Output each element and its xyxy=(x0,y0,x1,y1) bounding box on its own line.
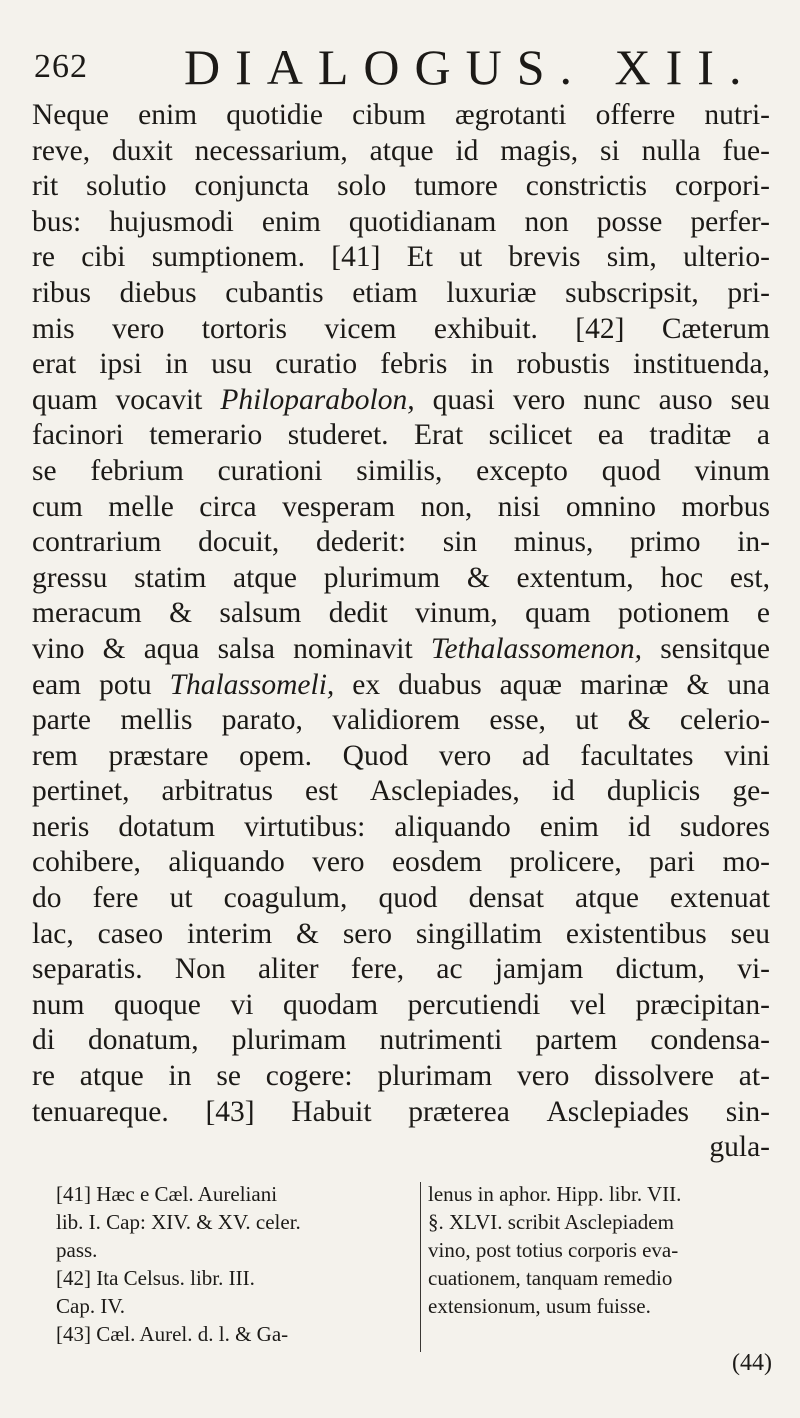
footnote-line: [41] Hæc e Cæl. Aureliani xyxy=(56,1182,278,1206)
word: vicem xyxy=(324,312,397,345)
word: vel xyxy=(569,988,607,1021)
catchword: gula- xyxy=(709,1131,770,1164)
word: Et xyxy=(406,241,433,274)
word: in- xyxy=(737,526,770,559)
word: in xyxy=(165,348,189,381)
word: ut xyxy=(169,882,193,915)
word: cubantis xyxy=(225,276,324,309)
word: quasi xyxy=(432,383,495,416)
text-line xyxy=(32,774,770,810)
word: non, xyxy=(420,490,473,523)
word: tenuareque. xyxy=(32,1095,169,1128)
word: nominavit xyxy=(293,632,413,665)
word: [43] xyxy=(205,1095,255,1128)
word: potionem xyxy=(618,597,730,630)
word: Neque xyxy=(32,99,109,131)
word: pari xyxy=(649,846,696,879)
word: jamjam xyxy=(494,953,584,986)
word: nutrimenti xyxy=(379,1024,503,1057)
word: condensa- xyxy=(650,1024,770,1057)
word: conjuncta xyxy=(194,170,310,203)
word: curationi xyxy=(217,454,323,487)
word: facultates xyxy=(580,739,694,772)
word: docuit, xyxy=(198,526,280,559)
word: vero xyxy=(312,846,365,879)
footnote-line: lib. I. Cap: XIV. & XV. celer. xyxy=(56,1210,301,1234)
word: circa xyxy=(199,490,257,523)
word: minus, xyxy=(513,526,594,559)
word: eosdem xyxy=(391,846,483,879)
word: fere, xyxy=(350,953,405,986)
word: caseo xyxy=(97,917,164,950)
word: sim, xyxy=(606,241,657,274)
word: aquæ xyxy=(499,668,562,701)
word: e xyxy=(756,597,770,630)
word: corpori- xyxy=(674,170,770,203)
word: vero xyxy=(112,312,165,345)
word: Habuit xyxy=(291,1095,372,1128)
word: tortoris xyxy=(201,312,288,345)
word: duplicis xyxy=(606,775,701,808)
word: curatio xyxy=(275,348,358,381)
word: prolicere, xyxy=(509,846,622,879)
word: salsum xyxy=(219,597,302,630)
text-line xyxy=(32,383,770,419)
word: id xyxy=(455,134,479,167)
word: potu xyxy=(99,668,152,701)
text-line xyxy=(32,810,770,846)
word: quod xyxy=(378,882,438,915)
word: primo xyxy=(630,526,701,559)
word: constrictis xyxy=(525,170,648,203)
word: fere xyxy=(92,882,139,915)
word: ut xyxy=(575,704,599,737)
word: pri- xyxy=(727,276,770,309)
word: num xyxy=(32,988,85,1021)
word: nunc xyxy=(583,383,641,416)
word: parato, xyxy=(221,704,303,737)
text-line xyxy=(32,1023,770,1059)
word: quotidie xyxy=(226,99,323,131)
word: omnino xyxy=(565,490,656,523)
word: densat xyxy=(468,882,544,915)
text-line xyxy=(32,952,770,988)
footnote-line: cuationem, tanquam remedio xyxy=(428,1266,673,1290)
word: Thalassomeli, xyxy=(169,668,335,701)
word: rit xyxy=(32,170,59,203)
word: percutiendi xyxy=(407,988,541,1021)
word: nisi xyxy=(497,490,541,523)
text-line xyxy=(32,490,770,526)
word: existentibus xyxy=(565,917,707,950)
word: instituenda, xyxy=(633,348,770,381)
word: id xyxy=(551,775,575,808)
word: auso xyxy=(658,383,713,416)
text-line xyxy=(32,917,770,953)
word: validiorem xyxy=(332,704,461,737)
text-line xyxy=(32,134,770,170)
word: quotidianam xyxy=(348,205,497,238)
word: seu xyxy=(730,917,770,950)
word: a xyxy=(756,419,770,452)
word: sin- xyxy=(725,1095,770,1128)
word: enim xyxy=(539,810,599,843)
word: una xyxy=(727,668,770,701)
signature-mark: (44) xyxy=(732,1350,772,1376)
body-text xyxy=(32,98,770,1166)
word: fue- xyxy=(722,134,770,167)
footnotes xyxy=(56,1180,768,1360)
word: si xyxy=(600,134,620,167)
text-line xyxy=(32,347,770,383)
word: aliquando xyxy=(168,846,285,879)
word: Tethalassomenon, xyxy=(430,632,643,665)
word: dotatum xyxy=(118,810,216,843)
word: similis, xyxy=(356,454,443,487)
word: & xyxy=(627,704,651,737)
word: scilicet xyxy=(488,419,573,452)
word: ulterio- xyxy=(683,241,770,274)
word: donatum, xyxy=(88,1024,199,1057)
word: vi xyxy=(230,988,254,1021)
word: ac xyxy=(436,953,463,986)
word: [42] xyxy=(575,312,625,345)
word: enim xyxy=(261,205,321,238)
word: ægrotanti xyxy=(455,99,567,131)
text-line xyxy=(32,169,770,205)
word: vini xyxy=(724,739,770,772)
word: partem xyxy=(535,1024,618,1057)
word: plurimam xyxy=(377,1060,493,1093)
word: robustis xyxy=(516,348,611,381)
footnote-line: lenus in aphor. Hipp. libr. VII. xyxy=(428,1182,682,1206)
footnote-line: §. XLVI. scribit Asclepiadem xyxy=(428,1210,674,1234)
word: celerio- xyxy=(679,704,770,737)
word: pertinet, xyxy=(32,775,130,808)
word: vero xyxy=(512,383,566,416)
word: nulla xyxy=(641,134,701,167)
footnote-line: pass. xyxy=(56,1238,98,1262)
word: & xyxy=(169,597,193,630)
word: luxuriæ xyxy=(446,276,537,309)
word: diebus xyxy=(119,276,197,309)
word: mo- xyxy=(722,846,770,879)
word: plurimum xyxy=(323,561,441,594)
word: Philoparabolon, xyxy=(220,383,415,416)
word: extentum, xyxy=(516,561,634,594)
word: melle xyxy=(108,490,174,523)
word: quam xyxy=(525,597,591,630)
word: & xyxy=(102,632,126,665)
word: Erat xyxy=(414,419,464,452)
word: do xyxy=(32,882,62,915)
word: traditæ xyxy=(649,419,732,452)
word: dictum, xyxy=(615,953,705,986)
word: præstare xyxy=(108,739,209,772)
word: atque xyxy=(575,882,639,915)
word: febrium xyxy=(90,454,184,487)
word: vero xyxy=(438,739,492,772)
word: dedit xyxy=(328,597,388,630)
word: contrarium xyxy=(32,526,162,559)
word: est xyxy=(305,775,338,808)
word: virtutibus: xyxy=(244,810,366,843)
word: posse xyxy=(596,205,663,238)
word: necessarium, xyxy=(194,134,348,167)
word: dissolvere xyxy=(594,1060,714,1093)
word: reve, xyxy=(32,134,91,167)
word: lac, xyxy=(32,917,74,950)
word: quam xyxy=(32,383,98,416)
word: cibum xyxy=(352,99,426,131)
word: gressu xyxy=(32,561,108,594)
word: salsa xyxy=(217,632,275,665)
word: etiam xyxy=(352,276,418,309)
word: & xyxy=(466,561,490,594)
footnote-line: [42] Ita Celsus. libr. III. xyxy=(56,1266,255,1290)
word: mis xyxy=(32,312,75,345)
word: ut xyxy=(459,241,483,274)
word: cohibere, xyxy=(32,846,141,879)
word: parte xyxy=(32,704,91,737)
text-line xyxy=(32,418,770,454)
text-line xyxy=(32,525,770,561)
word: sudores xyxy=(679,810,770,843)
word: marinæ xyxy=(579,668,669,701)
text-line xyxy=(32,881,770,917)
word: atque xyxy=(369,134,434,167)
word: interim xyxy=(186,917,273,950)
word: Quod xyxy=(342,739,409,772)
word: sin xyxy=(442,526,478,559)
word: atque xyxy=(233,561,297,594)
word: separatis. xyxy=(32,953,143,986)
word: coagulum, xyxy=(223,882,348,915)
word: vino xyxy=(32,632,85,665)
text-line xyxy=(32,98,770,134)
word: Asclepiades, xyxy=(369,775,520,808)
word: re xyxy=(32,1060,55,1093)
word: præterea xyxy=(408,1095,510,1128)
word: morbus xyxy=(681,490,770,523)
word: sero xyxy=(342,917,392,950)
word: & xyxy=(686,668,710,701)
word: Cæterum xyxy=(661,312,770,345)
word: usu xyxy=(211,348,253,381)
word: vi- xyxy=(737,953,770,986)
word: ea xyxy=(597,419,624,452)
word: Non xyxy=(174,953,226,986)
word: id xyxy=(627,810,651,843)
word: studeret. xyxy=(287,419,389,452)
page-title: DIALOGUS. XII. xyxy=(184,39,757,95)
word: dederit: xyxy=(315,526,407,559)
word: mellis xyxy=(120,704,193,737)
footnote-column-divider xyxy=(420,1182,421,1352)
word: [41] xyxy=(331,241,381,274)
word: nutri- xyxy=(704,99,770,131)
text-line xyxy=(32,988,770,1024)
word: rem xyxy=(32,739,78,772)
word: magis, xyxy=(500,134,579,167)
word: arbitratus xyxy=(161,775,273,808)
word: se xyxy=(32,454,57,487)
text-line xyxy=(32,205,770,241)
word: febris xyxy=(380,348,448,381)
word: vinum, xyxy=(415,597,498,630)
word: tumore xyxy=(414,170,498,203)
word: seu xyxy=(730,383,770,416)
word: duxit xyxy=(112,134,173,167)
word: neris xyxy=(32,810,90,843)
text-line xyxy=(32,1095,770,1131)
word: di xyxy=(32,1024,55,1057)
word: quod xyxy=(601,454,661,487)
word: cum xyxy=(32,490,83,523)
word: esse, xyxy=(489,704,546,737)
word: aqua xyxy=(143,632,200,665)
footnote-line: [43] Cæl. Aurel. d. l. & Ga- xyxy=(56,1322,289,1346)
word: duabus xyxy=(398,668,482,701)
word: bus: xyxy=(32,205,82,238)
word: ex xyxy=(352,668,381,701)
word: erat xyxy=(32,348,77,381)
word: hoc xyxy=(660,561,704,594)
word: quodam xyxy=(283,988,379,1021)
word: plurimam xyxy=(231,1024,347,1057)
word: ge- xyxy=(732,775,770,808)
word: se xyxy=(216,1060,241,1093)
footnote-line: extensionum, usum fuisse. xyxy=(428,1294,651,1318)
word: præcipitan- xyxy=(635,988,770,1021)
word: ipsi xyxy=(99,348,142,381)
word: Asclepiades xyxy=(546,1095,690,1128)
word: exhibuit. xyxy=(433,312,538,345)
word: atque xyxy=(79,1060,144,1093)
word: subscripsit, xyxy=(565,276,699,309)
word: quoque xyxy=(114,988,201,1021)
footnotes-left-column xyxy=(56,1180,416,1348)
word: vocavit xyxy=(115,383,203,416)
text-line xyxy=(32,561,770,597)
text-line xyxy=(32,739,770,775)
word: non xyxy=(524,205,569,238)
text-line xyxy=(32,454,770,490)
text-line xyxy=(32,596,770,632)
word: opem. xyxy=(239,739,313,772)
word: cogere: xyxy=(265,1060,353,1093)
word: offerre xyxy=(595,99,676,131)
word: & xyxy=(296,917,319,950)
word: eam xyxy=(32,668,82,701)
word: re xyxy=(32,241,55,274)
word: in xyxy=(470,348,494,381)
text-line xyxy=(32,668,770,704)
text-line xyxy=(32,632,770,668)
word: in xyxy=(168,1060,192,1093)
running-head xyxy=(34,38,770,94)
word: aliquando xyxy=(394,810,511,843)
word: excepto xyxy=(476,454,568,487)
word: solutio xyxy=(86,170,167,203)
word: solo xyxy=(337,170,387,203)
word: sumptionem. xyxy=(151,241,305,274)
text-line xyxy=(32,845,770,881)
word: perfer- xyxy=(690,205,770,238)
word: ribus xyxy=(32,276,91,309)
word: enim xyxy=(138,99,198,131)
text-line xyxy=(32,703,770,739)
word: hujusmodi xyxy=(109,205,234,238)
text-line xyxy=(32,240,770,276)
word: temerario xyxy=(149,419,263,452)
word: facinori xyxy=(32,419,124,452)
word: est, xyxy=(729,561,770,594)
text-line xyxy=(32,312,770,348)
word: cibi xyxy=(81,241,126,274)
word: aliter xyxy=(257,953,319,986)
catchword-line xyxy=(32,1130,770,1166)
word: sensitque xyxy=(660,632,770,665)
word: meracum xyxy=(32,597,142,630)
footnote-line: vino, post totius corporis eva- xyxy=(428,1238,679,1262)
text-line xyxy=(32,1059,770,1095)
text-line xyxy=(32,276,770,312)
word: vesperam xyxy=(282,490,396,523)
word: vero xyxy=(517,1060,570,1093)
word: vinum xyxy=(694,454,770,487)
word: extenuat xyxy=(670,882,770,915)
word: at- xyxy=(738,1060,770,1093)
word: brevis xyxy=(508,241,581,274)
word: statim xyxy=(134,561,207,594)
footnotes-right-column xyxy=(428,1180,768,1320)
footnote-line: Cap. IV. xyxy=(56,1294,126,1318)
page-number: 262 xyxy=(34,48,88,85)
word: ad xyxy=(521,739,550,772)
word: singillatim xyxy=(415,917,543,950)
